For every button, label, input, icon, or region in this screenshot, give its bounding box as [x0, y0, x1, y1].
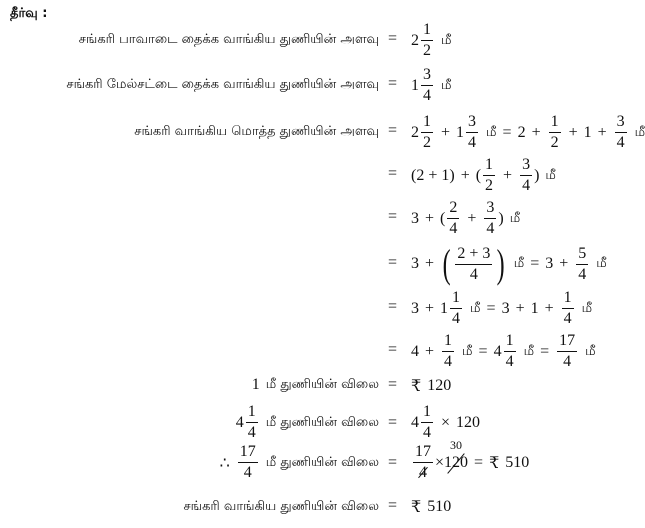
plus: +	[425, 299, 435, 317]
fraction	[576, 246, 588, 283]
fraction	[447, 200, 459, 237]
equals-sign: =	[388, 454, 398, 471]
denominator: 4	[505, 353, 514, 370]
number: 3	[411, 255, 419, 272]
fraction	[421, 404, 433, 441]
denominator: 4	[468, 134, 477, 151]
numerator: 1	[483, 157, 495, 176]
expression	[411, 157, 556, 194]
simplified-value: 30	[450, 437, 463, 452]
unit: மீ	[441, 32, 452, 48]
fraction	[483, 157, 495, 194]
plus: +	[425, 255, 435, 272]
denominator: 4	[563, 353, 572, 370]
left-paren: (	[440, 209, 446, 227]
equals-sign: =	[478, 342, 488, 360]
number: 1	[530, 299, 539, 317]
unit: மீ	[486, 124, 497, 140]
numerator: 3	[466, 114, 478, 133]
plus: +	[441, 123, 451, 141]
solution-heading: தீர்வு :	[10, 6, 48, 21]
value-price-one	[411, 376, 451, 396]
left-paren: (	[475, 166, 482, 184]
denominator: 4	[452, 310, 461, 327]
fraction	[549, 114, 561, 151]
equals-sign: =	[388, 122, 398, 139]
equals-sign: =	[388, 165, 398, 182]
number: 1	[251, 376, 260, 393]
denominator: 4	[423, 87, 431, 104]
equals-sign: =	[388, 414, 398, 431]
unit: மீ	[634, 124, 645, 140]
number: 1	[440, 299, 449, 317]
numerator: 1	[562, 290, 574, 309]
fraction	[520, 157, 532, 194]
unit: மீ	[585, 343, 596, 359]
large-right-paren: )	[497, 241, 506, 286]
label-text: மீ துணியின் விலை	[265, 377, 379, 392]
equals-sign: =	[388, 376, 398, 393]
number: 3	[545, 255, 554, 272]
rupee-icon: ₹	[411, 378, 422, 395]
plus: +	[544, 299, 554, 317]
numerator: 1	[450, 290, 462, 309]
fraction	[442, 333, 454, 370]
denominator: 4	[578, 265, 587, 283]
equals-sign: =	[530, 255, 540, 272]
unit: மீ	[441, 77, 452, 93]
denominator: 2	[423, 134, 431, 151]
numerator: 1	[442, 333, 454, 352]
value-final-price	[411, 497, 451, 517]
denominator: 4	[486, 220, 495, 237]
plus: +	[503, 166, 513, 184]
label-text: மீ துணியின் விலை	[265, 414, 379, 430]
value-skirt	[411, 22, 452, 59]
large-left-paren: (	[442, 241, 451, 286]
expression	[411, 114, 645, 151]
numerator: 17	[557, 333, 577, 352]
label-price-one	[252, 376, 379, 394]
fraction	[450, 290, 462, 327]
amount: 510	[427, 498, 452, 515]
number: 2	[411, 123, 419, 141]
numerator: 17	[238, 444, 258, 463]
equals-sign: =	[388, 75, 398, 92]
denominator: 4	[444, 353, 453, 370]
equals-sign: =	[388, 208, 398, 225]
equals-sign: =	[388, 341, 398, 358]
cancelled-amount: 120	[444, 453, 469, 471]
unit: மீ	[596, 256, 607, 271]
times: ×	[435, 453, 445, 471]
plus: +	[425, 209, 435, 227]
fraction	[421, 114, 433, 151]
fraction	[562, 290, 574, 327]
label-final-price: சங்கரி வாங்கிய துணியின் விலை	[183, 499, 379, 514]
denominator: 4	[522, 177, 531, 194]
denominator: 2	[485, 177, 494, 194]
equals-sign: =	[502, 123, 512, 141]
right-paren: )	[534, 166, 540, 184]
label-total: சங்கரி வாங்கிய மொத்த துணியின் அளவு	[134, 124, 379, 139]
numerator: 3	[615, 114, 627, 133]
numerator: 17	[413, 444, 433, 463]
plus: +	[559, 255, 569, 272]
fraction	[466, 114, 478, 151]
times: ×	[441, 413, 451, 431]
denominator: 2	[423, 42, 431, 59]
amount: 510	[505, 453, 530, 471]
fraction	[413, 444, 433, 481]
therefore-icon: ∴	[219, 454, 230, 472]
fraction	[238, 444, 258, 481]
number: 3	[411, 209, 419, 227]
numerator: 1	[421, 404, 433, 423]
denominator: 4	[247, 424, 256, 441]
numerator: 1	[421, 22, 433, 41]
fraction	[557, 333, 577, 370]
number: 1	[583, 123, 592, 141]
right-paren: )	[498, 209, 504, 227]
number: 4	[493, 342, 502, 360]
unit: மீ	[462, 343, 473, 359]
numerator: 5	[576, 246, 588, 265]
whole-part: 2	[411, 31, 419, 49]
expression	[411, 200, 520, 237]
fraction	[484, 200, 496, 237]
denominator: 4	[243, 464, 252, 481]
expression	[411, 437, 530, 481]
rupee-icon: ₹	[411, 499, 422, 516]
number: 4	[411, 413, 419, 431]
unit: மீ	[470, 300, 481, 316]
number: 1	[456, 123, 465, 141]
denominator: 4	[616, 134, 625, 151]
numerator: 1	[549, 114, 561, 133]
number: 3	[501, 299, 510, 317]
equals-sign: =	[486, 299, 496, 317]
label-price-seventeen-quarter	[220, 444, 379, 481]
plus: +	[531, 123, 541, 141]
denominator: 4	[423, 424, 431, 441]
expression	[411, 333, 596, 370]
value-blouse	[411, 67, 452, 104]
fraction	[421, 67, 433, 104]
unit: மீ	[581, 300, 593, 316]
numerator: 2	[447, 200, 459, 219]
label-price-four-quarter	[236, 404, 379, 441]
unit: மீ	[545, 167, 556, 183]
number: 4	[235, 413, 244, 431]
equals-sign: =	[388, 497, 398, 514]
whole-part: 1	[411, 76, 419, 94]
denominator: 4	[563, 310, 572, 327]
numerator: 2 + 3	[455, 246, 492, 265]
unit: மீ	[509, 210, 521, 226]
fraction	[504, 333, 516, 370]
plus: +	[460, 166, 470, 184]
expression	[411, 404, 480, 441]
unit: மீ	[513, 256, 525, 271]
number: 2	[517, 123, 526, 141]
plus: +	[568, 123, 578, 141]
numerator: 3	[421, 67, 433, 86]
denominator: 2	[550, 134, 559, 151]
fraction	[421, 22, 433, 59]
plus: +	[425, 342, 435, 360]
label-blouse: சங்கரி மேல்சட்டை தைக்க வாங்கிய துணியின் அளவு	[66, 77, 379, 92]
number: 4	[411, 342, 419, 360]
numerator: 1	[504, 333, 516, 352]
numerator: 3	[484, 200, 496, 219]
expression	[411, 290, 592, 327]
equals-sign: =	[388, 298, 398, 315]
label-text: மீ துணியின் விலை	[265, 454, 379, 470]
expression	[411, 240, 607, 288]
equals-sign: =	[388, 254, 398, 271]
equals-sign: =	[474, 453, 484, 471]
plus: +	[467, 209, 477, 227]
fraction	[615, 114, 627, 151]
numerator: 1	[246, 404, 258, 423]
plus: +	[597, 123, 607, 141]
numerator: 1	[421, 114, 433, 133]
unit: மீ	[523, 343, 535, 359]
amount: 120	[456, 413, 481, 431]
fraction	[455, 246, 492, 283]
amount: 120	[427, 377, 452, 394]
numerator: 3	[520, 157, 532, 176]
equals-sign: =	[388, 30, 398, 47]
plus: +	[515, 299, 525, 317]
rupee-icon: ₹	[489, 454, 500, 472]
equals-sign: =	[540, 342, 550, 360]
denominator: 4	[469, 265, 478, 283]
label-skirt: சங்கரி பாவாடை தைக்க வாங்கிய துணியின் அளவு	[78, 32, 379, 47]
denominator: 4	[449, 220, 458, 237]
fraction	[246, 404, 258, 441]
group: (2 + 1)	[411, 166, 455, 184]
number: 3	[411, 299, 419, 317]
cancelled-denominator: 4	[419, 464, 427, 481]
